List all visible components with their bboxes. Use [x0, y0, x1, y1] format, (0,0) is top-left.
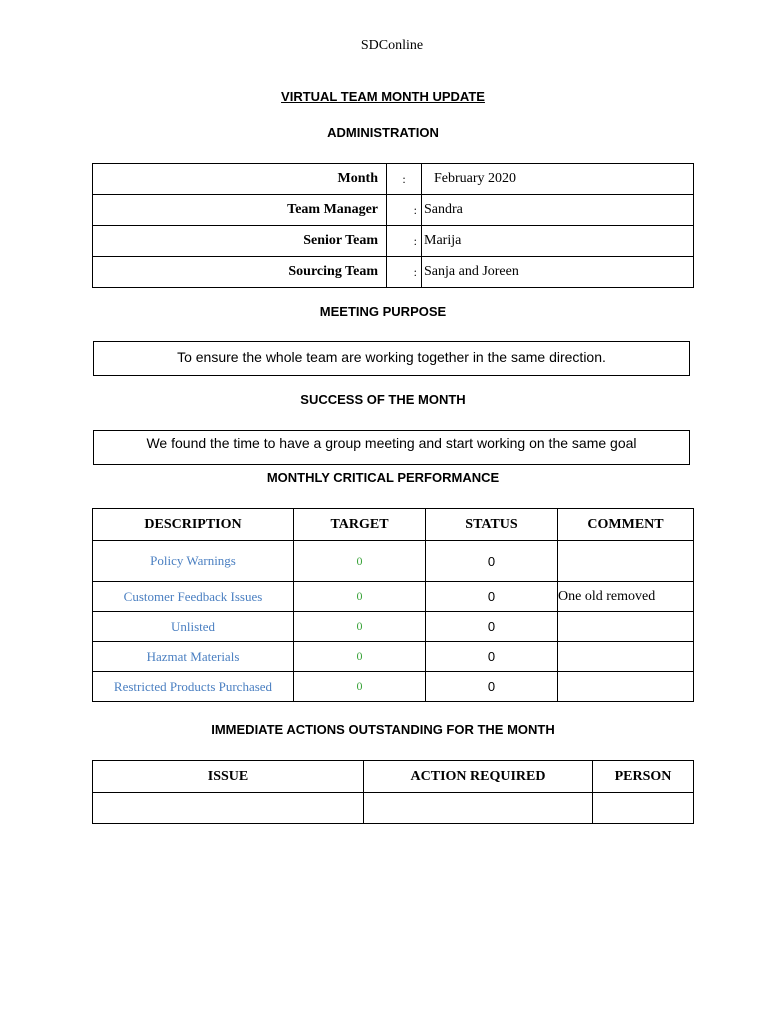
- column-header-status: STATUS: [426, 509, 558, 541]
- page-title: VIRTUAL TEAM MONTH UPDATE: [281, 89, 485, 104]
- column-header-issue: ISSUE: [93, 761, 364, 793]
- section-title-administration: ADMINISTRATION: [327, 125, 439, 140]
- issue-cell: [93, 793, 364, 824]
- column-header-target: TARGET: [294, 509, 426, 541]
- row-status: 0: [426, 642, 558, 672]
- column-header-action-required: ACTION REQUIRED: [364, 761, 593, 793]
- admin-row-team-manager: [93, 195, 694, 226]
- admin-row-month: [93, 164, 694, 195]
- performance-table: [92, 508, 694, 702]
- column-header-description: DESCRIPTION: [93, 509, 294, 541]
- action-required-cell: [364, 793, 593, 824]
- admin-row-senior-team: [93, 226, 694, 257]
- row-comment: [558, 612, 694, 642]
- admin-label: Senior Team: [93, 226, 387, 257]
- row-target: 0: [294, 642, 426, 672]
- row-status: 0: [426, 672, 558, 702]
- section-title-actions: IMMEDIATE ACTIONS OUTSTANDING FOR THE MONTH: [211, 722, 555, 737]
- row-target: 0: [294, 672, 426, 702]
- row-description: Unlisted: [93, 612, 294, 642]
- column-header-person: PERSON: [593, 761, 694, 793]
- row-comment: [558, 541, 694, 582]
- table-row: [93, 612, 694, 642]
- row-target: 0: [294, 612, 426, 642]
- person-cell: [593, 793, 694, 824]
- admin-label: Month: [93, 164, 387, 195]
- row-description: Policy Warnings: [93, 541, 294, 582]
- admin-row-sourcing-team: [93, 257, 694, 288]
- table-row: [93, 672, 694, 702]
- admin-value: Sandra: [422, 195, 694, 226]
- admin-colon: :: [387, 195, 422, 226]
- row-status: 0: [426, 541, 558, 582]
- actions-header-row: [93, 761, 694, 793]
- row-description: Customer Feedback Issues: [93, 582, 294, 612]
- admin-colon: :: [387, 226, 422, 257]
- column-header-comment: COMMENT: [558, 509, 694, 541]
- meeting-purpose-box: To ensure the whole team are working together in the same direction.: [93, 341, 690, 376]
- actions-table: [92, 760, 694, 824]
- row-status: 0: [426, 612, 558, 642]
- table-row: [93, 642, 694, 672]
- document-source-header: SDConline: [360, 38, 424, 53]
- administration-table: [92, 163, 694, 288]
- section-title-success: SUCCESS OF THE MONTH: [300, 392, 466, 407]
- row-comment: [558, 642, 694, 672]
- performance-header-row: [93, 509, 694, 541]
- row-description: Restricted Products Purchased: [93, 672, 294, 702]
- section-title-meeting-purpose: MEETING PURPOSE: [319, 304, 447, 319]
- row-status: 0: [426, 582, 558, 612]
- admin-colon: :: [387, 257, 422, 288]
- admin-value: Sanja and Joreen: [422, 257, 694, 288]
- row-target: 0: [294, 582, 426, 612]
- admin-label: Team Manager: [93, 195, 387, 226]
- row-comment: One old removed: [558, 582, 694, 612]
- row-description: Hazmat Materials: [93, 642, 294, 672]
- row-target: 0: [294, 541, 426, 582]
- table-row: [93, 582, 694, 612]
- row-comment: [558, 672, 694, 702]
- table-row: [93, 793, 694, 824]
- admin-colon: :: [387, 164, 422, 195]
- success-box: We found the time to have a group meeting and start working on the same goal: [93, 430, 690, 465]
- table-row: [93, 541, 694, 582]
- admin-value: February 2020: [422, 164, 694, 195]
- admin-value: Marija: [422, 226, 694, 257]
- admin-label: Sourcing Team: [93, 257, 387, 288]
- section-title-performance: MONTHLY CRITICAL PERFORMANCE: [266, 470, 500, 485]
